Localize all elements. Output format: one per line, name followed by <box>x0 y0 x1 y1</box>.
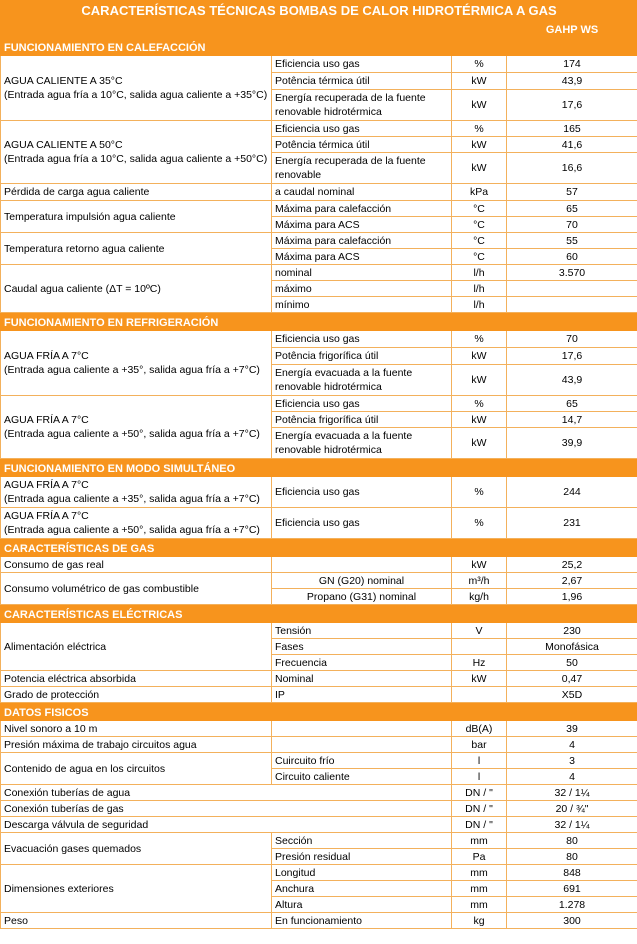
row-value: 691 <box>507 881 637 897</box>
row-unit: % <box>452 508 507 539</box>
group-label: Conexión tuberías de agua <box>1 785 452 801</box>
group-label: Descarga válvula de seguridad <box>1 817 452 833</box>
section-heading: DATOS FISICOS <box>1 703 637 721</box>
row-label: Fases <box>272 639 452 655</box>
row-unit: l/h <box>452 265 507 281</box>
row-value: 3.570 <box>507 265 637 281</box>
group-label: AGUA FRÍA A 7°C (Entrada agua caliente a +35°, salida agua fría a +7°C) <box>1 331 272 396</box>
row-label: Sección <box>272 833 452 849</box>
row-label: Máxima para ACS <box>272 249 452 265</box>
row-unit: V <box>452 623 507 639</box>
row-value: 43,9 <box>507 365 637 396</box>
row-label: En funcionamiento <box>272 913 452 929</box>
row-unit: % <box>452 331 507 348</box>
row-value: 70 <box>507 331 637 348</box>
group-label: AGUA FRÍA A 7°C (Entrada agua caliente a +35°, salida agua fría a +7°C) <box>1 477 272 508</box>
row-unit: °C <box>452 201 507 217</box>
section-heading: FUNCIONAMIENTO EN REFRIGERACIÓN <box>1 313 637 331</box>
row-unit <box>452 639 507 655</box>
row-unit: DN / " <box>452 785 507 801</box>
group-label: Caudal agua caliente (ΔT = 10ºC) <box>1 265 272 313</box>
row-value: 165 <box>507 121 637 137</box>
row-label: Energía evacuada a la fuente renovable hidrotérmica <box>272 428 452 459</box>
row-value: 17,6 <box>507 348 637 365</box>
row-unit: l <box>452 753 507 769</box>
row-value: 57 <box>507 184 637 201</box>
row-label: Energía evacuada a la fuente renovable hidrotérmica <box>272 365 452 396</box>
group-label: AGUA CALIENTE A 50°C (Entrada agua fría a 10°C, salida agua caliente a +50°C) <box>1 121 272 184</box>
group-label: Evacuación gases quemados <box>1 833 272 865</box>
row-label: Potência frigorífica útil <box>272 348 452 365</box>
row-label: GN (G20) nominal <box>272 573 452 589</box>
row-unit: Pa <box>452 849 507 865</box>
row-label: IP <box>272 687 452 703</box>
row-value: 174 <box>507 56 637 73</box>
row-value: 1,96 <box>507 589 637 605</box>
group-label: Conexión tuberías de gas <box>1 801 452 817</box>
row-value: 50 <box>507 655 637 671</box>
row-label: Energía recuperada de la fuente renovable hidrotérmica <box>272 90 452 121</box>
row-value: 1.278 <box>507 897 637 913</box>
row-unit: % <box>452 477 507 508</box>
row-value: 39,9 <box>507 428 637 459</box>
row-label: Máxima para calefacción <box>272 201 452 217</box>
row-label: Longitud <box>272 865 452 881</box>
row-unit: % <box>452 396 507 412</box>
row-unit: kg/h <box>452 589 507 605</box>
row-unit: kW <box>452 90 507 121</box>
row-value: 244 <box>507 477 637 508</box>
row-label: Frecuencia <box>272 655 452 671</box>
row-label: máximo <box>272 281 452 297</box>
header-blank <box>1 22 272 38</box>
group-label: Consumo de gas real <box>1 557 272 573</box>
row-label: Tensión <box>272 623 452 639</box>
row-unit: °C <box>452 217 507 233</box>
row-value: 32 / 1¼ <box>507 817 637 833</box>
header-blank <box>452 22 507 38</box>
row-label: Eficiencia uso gas <box>272 56 452 73</box>
row-label: Circuito caliente <box>272 769 452 785</box>
row-unit: kg <box>452 913 507 929</box>
row-value: 65 <box>507 201 637 217</box>
row-value: 231 <box>507 508 637 539</box>
group-label: Pérdida de carga agua caliente <box>1 184 272 201</box>
group-label: Potencia eléctrica absorbida <box>1 671 272 687</box>
row-unit: kW <box>452 348 507 365</box>
row-value: 4 <box>507 769 637 785</box>
row-unit: mm <box>452 865 507 881</box>
row-label <box>272 721 452 737</box>
model-header: GAHP WS <box>507 22 637 38</box>
row-label <box>272 737 452 753</box>
row-label: Eficiencia uso gas <box>272 477 452 508</box>
row-label: Máxima para ACS <box>272 217 452 233</box>
row-value: 70 <box>507 217 637 233</box>
row-value: 80 <box>507 833 637 849</box>
row-unit: l <box>452 769 507 785</box>
group-label: Presión máxima de trabajo circuitos agua <box>1 737 272 753</box>
group-label: Consumo volumétrico de gas combustible <box>1 573 272 605</box>
row-value: 16,6 <box>507 153 637 184</box>
row-unit: mm <box>452 897 507 913</box>
row-label: a caudal nominal <box>272 184 452 201</box>
row-unit: DN / " <box>452 817 507 833</box>
row-unit: kPa <box>452 184 507 201</box>
row-unit: kW <box>452 137 507 153</box>
row-label: Eficiencia uso gas <box>272 396 452 412</box>
table-title: CARACTERÍSTICAS TÉCNICAS BOMBAS DE CALOR HIDROTÉRMICA A GAS <box>1 1 637 22</box>
row-label: Altura <box>272 897 452 913</box>
row-value: 60 <box>507 249 637 265</box>
group-label: AGUA FRÍA A 7°C (Entrada agua caliente a +50°, salida agua fría a +7°C) <box>1 396 272 459</box>
row-label: Cuircuito frío <box>272 753 452 769</box>
row-label: Propano (G31) nominal <box>272 589 452 605</box>
row-value: 17,6 <box>507 90 637 121</box>
row-unit: mm <box>452 833 507 849</box>
row-label: Eficiencia uso gas <box>272 121 452 137</box>
section-heading: FUNCIONAMIENTO EN MODO SIMULTÁNEO <box>1 459 637 477</box>
row-unit: l/h <box>452 297 507 313</box>
row-value: 65 <box>507 396 637 412</box>
row-unit: kW <box>452 365 507 396</box>
row-value: 848 <box>507 865 637 881</box>
group-label: Peso <box>1 913 272 929</box>
row-unit: °C <box>452 233 507 249</box>
row-value: 2,67 <box>507 573 637 589</box>
row-value: 55 <box>507 233 637 249</box>
row-unit: kW <box>452 557 507 573</box>
row-unit <box>452 687 507 703</box>
row-value: 3 <box>507 753 637 769</box>
row-unit: °C <box>452 249 507 265</box>
row-value: 230 <box>507 623 637 639</box>
row-value: 300 <box>507 913 637 929</box>
row-unit: dB(A) <box>452 721 507 737</box>
row-label <box>272 557 452 573</box>
section-heading: CARACTERÍSTICAS ELÉCTRICAS <box>1 605 637 623</box>
row-label: Energía recuperada de la fuente renovable <box>272 153 452 184</box>
group-label: Alimentación eléctrica <box>1 623 272 671</box>
row-value: 0,47 <box>507 671 637 687</box>
group-label: Nivel sonoro a 10 m <box>1 721 272 737</box>
row-unit: bar <box>452 737 507 753</box>
row-value <box>507 297 637 313</box>
row-unit: l/h <box>452 281 507 297</box>
header-blank <box>272 22 452 38</box>
row-unit: kW <box>452 153 507 184</box>
group-label: Grado de protección <box>1 687 272 703</box>
row-label: Anchura <box>272 881 452 897</box>
row-value: 41,6 <box>507 137 637 153</box>
row-label: Presión residual <box>272 849 452 865</box>
row-label: Eficiencia uso gas <box>272 331 452 348</box>
row-value: 14,7 <box>507 412 637 428</box>
row-value: 39 <box>507 721 637 737</box>
row-unit: kW <box>452 671 507 687</box>
row-value: 4 <box>507 737 637 753</box>
row-value: 25,2 <box>507 557 637 573</box>
group-label: Temperatura retorno agua caliente <box>1 233 272 265</box>
group-label: AGUA FRÍA A 7°C (Entrada agua caliente a +50°, salida agua fría a +7°C) <box>1 508 272 539</box>
row-unit: kW <box>452 412 507 428</box>
row-unit: Hz <box>452 655 507 671</box>
row-value: 32 / 1¼ <box>507 785 637 801</box>
row-label: Potência frigorífica útil <box>272 412 452 428</box>
group-label: AGUA CALIENTE A 35°C (Entrada agua fría a 10°C, salida agua caliente a +35°C) <box>1 56 272 121</box>
row-unit: DN / " <box>452 801 507 817</box>
row-value: X5D <box>507 687 637 703</box>
row-unit: mm <box>452 881 507 897</box>
row-label: Potência térmica útil <box>272 137 452 153</box>
row-label: Máxima para calefacción <box>272 233 452 249</box>
group-label: Temperatura impulsión agua caliente <box>1 201 272 233</box>
row-label: nominal <box>272 265 452 281</box>
row-unit: m³/h <box>452 573 507 589</box>
section-heading: FUNCIONAMIENTO EN CALEFACCIÓN <box>1 38 637 56</box>
row-unit: % <box>452 121 507 137</box>
row-value: 80 <box>507 849 637 865</box>
row-value: 20 / ¾" <box>507 801 637 817</box>
row-label: Nominal <box>272 671 452 687</box>
group-label: Dimensiones exteriores <box>1 865 272 913</box>
row-label: Potência térmica útil <box>272 73 452 90</box>
section-heading: CARACTERÍSTICAS DE GAS <box>1 539 637 557</box>
row-value: Monofásica <box>507 639 637 655</box>
group-label: Contenido de agua en los circuitos <box>1 753 272 785</box>
row-value: 43,9 <box>507 73 637 90</box>
row-unit: % <box>452 56 507 73</box>
row-value <box>507 281 637 297</box>
row-label: Eficiencia uso gas <box>272 508 452 539</box>
row-unit: kW <box>452 428 507 459</box>
row-label: mínimo <box>272 297 452 313</box>
row-unit: kW <box>452 73 507 90</box>
